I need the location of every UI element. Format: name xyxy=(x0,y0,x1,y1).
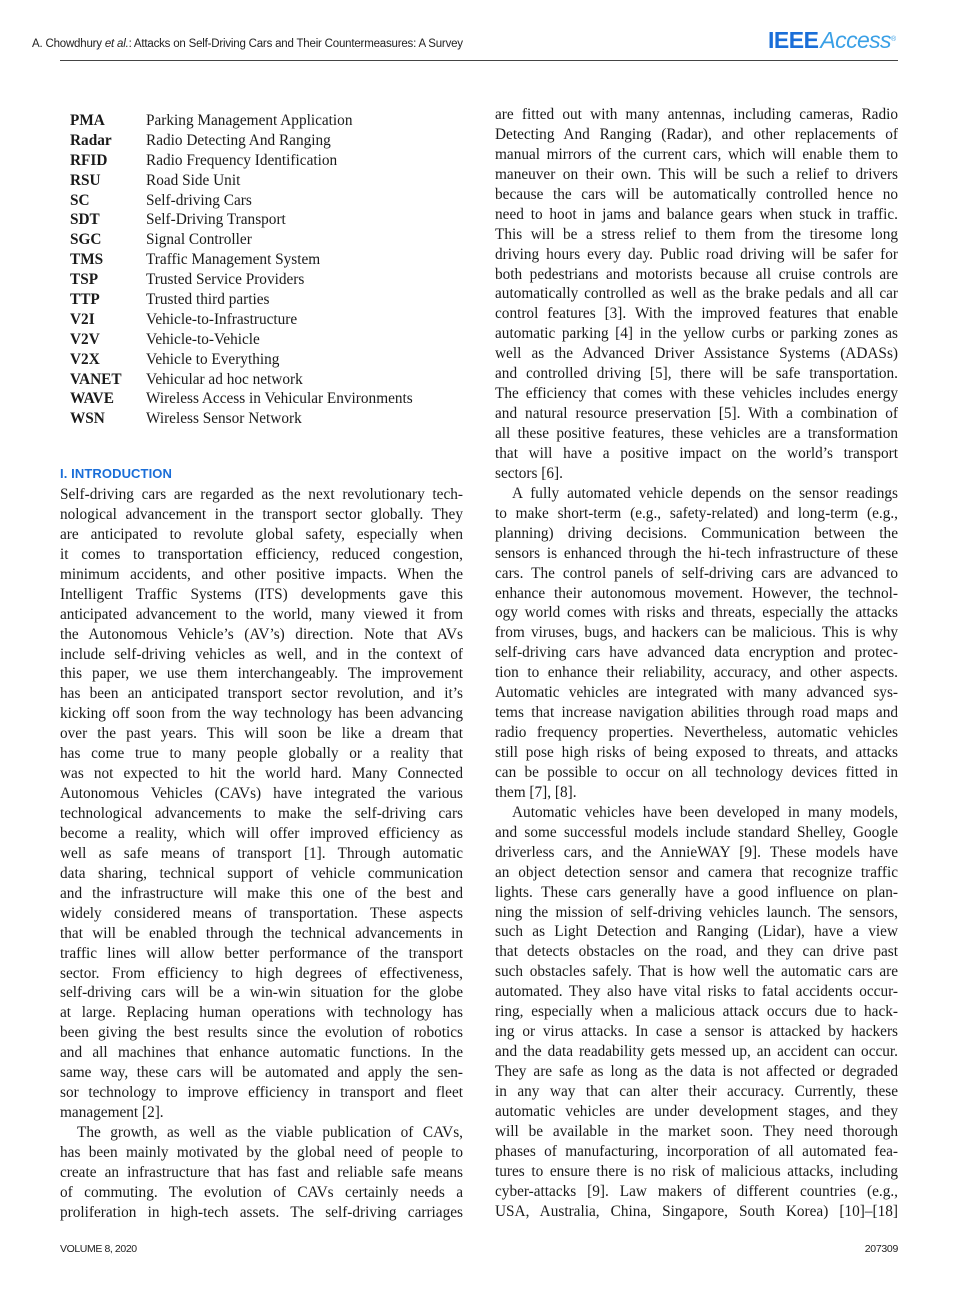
abbreviation-term: SC xyxy=(70,191,90,209)
text-line: are anticipated to revolute global safety, especially when xyxy=(60,525,463,543)
text-line: all these positive features, these vehicles are a transformation xyxy=(495,425,898,442)
abbreviation-term: VANET xyxy=(70,370,122,388)
abbreviation-definition: Vehicle-to-Infrastructure xyxy=(146,310,298,328)
abbreviation-row xyxy=(70,210,413,230)
text-line: well as safe means of transport [1]. Through automatic xyxy=(60,844,463,862)
abbreviation-definition: Self-driving Cars xyxy=(146,191,252,209)
text-line: and controlled driving [5], there will be safe transportation. xyxy=(495,365,898,383)
abbreviation-row xyxy=(70,270,413,290)
text-line: phases of manufacturing, incorporation of all automated fea- xyxy=(495,1142,898,1160)
abbreviation-term: RSU xyxy=(70,171,101,189)
text-line: in any way that can alter their accuracy. Currently, these xyxy=(495,1082,898,1100)
text-line: The growth, as well as the viable publication of CAVs, xyxy=(77,1124,463,1141)
text-line: an object detection sensor and camera that recognize traffic xyxy=(495,863,898,881)
text-line: ning the mission of self-driving vehicles launch. The sensors, xyxy=(495,903,898,921)
abbreviation-definition: Signal Controller xyxy=(146,231,252,249)
abbreviation-definition: Self-Driving Transport xyxy=(146,211,286,229)
text-line: from viruses, bugs, and hackers can be malicious. This is why xyxy=(495,624,898,642)
text-line: need to hoot in jams and balance gears when stuck in traffic. xyxy=(495,205,898,223)
abbreviation-term: Radar xyxy=(70,131,112,149)
text-line: tion to enhance their reliability, accuracy, and other aspects. xyxy=(495,664,898,682)
text-line: sectors [6]. xyxy=(495,464,563,482)
abbreviation-definition: Wireless Sensor Network xyxy=(146,410,302,428)
text-line: technological advancements to make the self-driving cars xyxy=(60,805,463,822)
text-line: this paper, we use them interchangeably. The improvement xyxy=(60,665,463,683)
abbreviation-definition: Parking Management Application xyxy=(146,112,353,129)
running-header xyxy=(32,38,463,50)
abbreviation-definition: Wireless Access in Vehicular Environments xyxy=(146,390,413,408)
text-line: A fully automated vehicle depends on the sensor readings xyxy=(512,484,898,502)
abbreviation-term: TTP xyxy=(70,291,100,309)
text-line: and natural resource preservation [5]. With a combination of xyxy=(495,405,898,423)
right-column-body xyxy=(495,105,898,1222)
text-line: still pose high risks of being exposed to threats, and attacks xyxy=(495,744,898,761)
abbreviation-definition: Trusted third parties xyxy=(146,291,270,309)
text-line: was not expected to hit the world hard. Many Connected xyxy=(60,765,463,783)
text-line: maneuver on their own. This will be such a relief to drivers xyxy=(495,165,898,183)
text-line: nological advancement in the transport sector globally. They xyxy=(60,505,463,523)
abbreviation-term: RFID xyxy=(70,151,108,169)
abbreviation-term: WAVE xyxy=(70,390,114,408)
abbreviation-row xyxy=(70,171,413,191)
text-line: automatically controlled as well as the brake pedals and all car xyxy=(495,285,898,303)
text-line: and all machines that enhance automatic functions. In the xyxy=(60,1044,463,1062)
text-line: has come true to many people globally or a reality that xyxy=(60,745,463,763)
abbreviation-row xyxy=(70,131,413,151)
abbreviation-row xyxy=(70,409,413,429)
abbreviation-row xyxy=(70,290,413,310)
text-line: anticipated advancement to the world, many viewed it from xyxy=(60,605,463,623)
text-line: driverless cars, and the AnnieWAY [9]. These models have xyxy=(495,843,898,861)
text-line: such obstacles safely. That is how well the automatic cars are xyxy=(495,963,898,981)
abbreviation-row xyxy=(70,350,413,370)
text-line: Autonomous Vehicles (CAVs) have integrated the various xyxy=(60,785,463,803)
text-line: has been mainly motivated by the global need of people to xyxy=(60,1143,463,1161)
text-line: proliferation in high-tech assets. The self-driving carriages xyxy=(60,1203,463,1221)
header-title: : Attacks on Self-Driving Cars and Their Countermeasures: A Survey xyxy=(128,38,463,50)
abbreviation-definition: Radio Detecting And Ranging xyxy=(146,131,331,149)
abbreviation-definition: Traffic Management System xyxy=(146,251,321,269)
text-line: well as the Advanced Driver Assistance Systems (ADASs) xyxy=(495,345,898,363)
text-line: because the cars will be automatically controlled hence no xyxy=(495,185,898,203)
text-line: become a reality, which will offer improved efficiency as xyxy=(60,824,463,842)
text-line: has been an anticipated transport sector revolution, and it’s xyxy=(60,685,463,703)
text-line: and some successful models include standard Shelley, Google xyxy=(495,823,898,841)
text-line: Automatic vehicles are integrated with many advanced sys- xyxy=(495,684,898,702)
abbreviations-list xyxy=(70,111,413,429)
text-line: widely considered means of transportation. These aspects xyxy=(60,904,463,922)
text-line: automated. They also have vital risks to fatal accidents occur- xyxy=(495,983,898,1001)
text-line: that will have a positive impact on the world’s transport xyxy=(495,444,898,462)
footer-volume: VOLUME 8, 2020 xyxy=(60,1243,137,1255)
text-line: ing or virus attacks. In case a sensor is attacked by hackers xyxy=(495,1023,898,1041)
text-line: are fitted out with many antennas, including cameras, Radio xyxy=(495,106,898,123)
text-line: same way, these cars will be automated and apply the sen- xyxy=(60,1064,463,1082)
text-line: and the data readability gets messed up, an accident can occur. xyxy=(495,1043,898,1061)
text-line: minimum accidents, and other positive impacts. When the xyxy=(60,565,463,583)
text-line: USA, Australia, China, Singapore, South Korea) [10]–[18] xyxy=(495,1202,898,1220)
text-line: been giving the best results since the evolution of robotics xyxy=(60,1024,463,1042)
text-line: management [2]. xyxy=(60,1104,164,1122)
abbreviation-row xyxy=(70,370,413,390)
abbreviation-term: PMA xyxy=(70,112,105,129)
abbreviation-row xyxy=(70,389,413,409)
abbreviation-row xyxy=(70,151,413,171)
text-line: of commuting. The evolution of CAVs certainly needs a xyxy=(60,1183,463,1201)
abbreviation-term: V2X xyxy=(70,350,100,368)
abbreviation-term: V2I xyxy=(70,310,95,328)
text-line: that will be enabled through the technical advancements in xyxy=(60,924,463,942)
abbreviation-row xyxy=(70,310,413,330)
text-line: include self-driving vehicles as well, and in the context of xyxy=(60,645,463,663)
text-line: They are safe as long as the data is not affected or degraded xyxy=(495,1063,898,1080)
footer-page-number: 207309 xyxy=(864,1243,898,1255)
abbreviation-row xyxy=(70,230,413,250)
text-line: them [7], [8]. xyxy=(495,783,577,801)
text-line: ring, especially when a malicious attack occurs due to hack- xyxy=(495,1003,898,1021)
text-line: lights. These cars generally have a good influence on plan- xyxy=(495,883,898,901)
text-line: it comes to transportation efficiency, reduced congestion, xyxy=(60,545,463,563)
text-line: such as Light Detection and Ranging (Lidar), have a view xyxy=(495,923,898,941)
text-line: to make short-term (e.g., safety-related) and long-term (e.g., xyxy=(495,504,898,522)
text-line: tures to ensure there is no risk of malicious attacks, including xyxy=(495,1162,898,1180)
text-line: will be available in the market soon. They need thorough xyxy=(495,1122,898,1140)
abbreviation-term: SDT xyxy=(70,211,100,229)
text-line: The efficiency that comes with these vehicles includes energy xyxy=(495,385,898,403)
text-line: tems that increase navigation abilities through road maps and xyxy=(495,704,898,722)
abbreviation-definition: Radio Frequency Identification xyxy=(146,151,338,169)
abbreviation-row xyxy=(70,250,413,270)
abbreviation-row xyxy=(70,330,413,350)
text-line: the Autonomous Vehicle’s (AV’s) direction. Note that AVs xyxy=(60,625,463,643)
text-line: enhance their autonomous movement. However, the technol- xyxy=(495,584,898,602)
text-line: automatic parking [4] in the yellow curbs or parking zones as xyxy=(495,325,898,343)
text-line: kicking off soon from the way technology has been advancing xyxy=(60,705,463,723)
text-line: at large. Replacing human operations with technology has xyxy=(60,1004,463,1022)
text-line: automatic vehicles are under development stages, and they xyxy=(495,1102,898,1120)
text-line: control features [3]. With the improved features that enable xyxy=(495,305,898,323)
text-line: radio frequency properties. Nevertheless, automatic vehicles xyxy=(495,724,898,742)
header-author: A. Chowdhury xyxy=(32,38,105,50)
text-line: Intelligent Traffic Systems (ITS) developments gave this xyxy=(60,585,463,603)
abbreviation-row xyxy=(70,191,413,211)
text-line: Automatic vehicles have been developed in many models, xyxy=(512,803,898,821)
text-line: planning) driving decisions. Communication between the xyxy=(495,524,898,542)
text-line: self-driving cars will be a win-win situation for the globe xyxy=(60,984,463,1002)
text-line: ogy world comes with risks and threats, especially the attacks xyxy=(495,604,898,622)
logo-access: Access xyxy=(820,27,891,53)
text-line: Self-driving cars are regarded as the next revolutionary tech- xyxy=(60,486,463,503)
abbreviation-definition: Vehicle-to-Vehicle xyxy=(146,330,260,348)
text-line: that detects obstacles on the road, and they can drive past xyxy=(495,943,898,961)
abbreviation-term: TMS xyxy=(70,251,104,269)
text-line: create an infrastructure that has fast and reliable safe means xyxy=(60,1163,463,1181)
text-line: manual mirrors of the current cars, which will enable them to xyxy=(495,145,898,163)
header-etal: et al. xyxy=(104,38,129,50)
text-line: sector. From efficiency to high degrees of effectiveness, xyxy=(60,964,463,982)
text-line: can be possible to occur on all technology devices fitted in xyxy=(495,763,898,781)
text-line: both pedestrians and motorists because all cruise controls are xyxy=(495,265,898,283)
text-line: This will be a stress relief to them from the tiresome long xyxy=(495,225,898,243)
abbreviation-definition: Road Side Unit xyxy=(146,171,241,189)
text-line: sensors is enhanced through the hi-tech infrastructure of these xyxy=(495,544,898,562)
logo-ieee: IEEE xyxy=(768,27,819,53)
abbreviation-term: WSN xyxy=(70,410,105,428)
abbreviation-row xyxy=(70,111,413,131)
text-line: Detecting And Ranging (Radar), and other replacements of xyxy=(495,125,898,143)
abbreviation-definition: Vehicular ad hoc network xyxy=(146,370,303,388)
abbreviation-term: V2V xyxy=(70,330,100,348)
left-column-body xyxy=(60,485,463,1223)
abbreviation-definition: Vehicle to Everything xyxy=(146,350,280,368)
text-line: traffic lines will allow better performance of the transport xyxy=(60,944,463,962)
section-heading-introduction: I. INTRODUCTION xyxy=(60,466,172,481)
abbreviation-term: SGC xyxy=(70,231,102,249)
text-line: self-driving cars have advanced data encryption and protec- xyxy=(495,644,898,662)
text-line: sor technology to improve efficiency in transport and fleet xyxy=(60,1084,463,1102)
text-line: cars. The control panels of self-driving cars are advanced to xyxy=(495,564,898,582)
text-line: over the past years. This will soon be like a dream that xyxy=(60,725,463,743)
header-divider xyxy=(60,60,898,61)
text-line: cyber-attacks [9]. Law makers of different countries (e.g., xyxy=(495,1182,898,1200)
text-line: data sharing, technical support of vehicle communication xyxy=(60,864,463,882)
logo-registered-mark: ® xyxy=(890,36,897,43)
abbreviation-definition: Trusted Service Providers xyxy=(146,271,305,289)
text-line: driving hours every day. Public road driving will be safer for xyxy=(495,245,898,263)
ieee-access-logo xyxy=(768,28,896,52)
abbreviation-term: TSP xyxy=(70,271,99,289)
text-line: and the infrastructure will make this one of the best and xyxy=(60,884,463,902)
